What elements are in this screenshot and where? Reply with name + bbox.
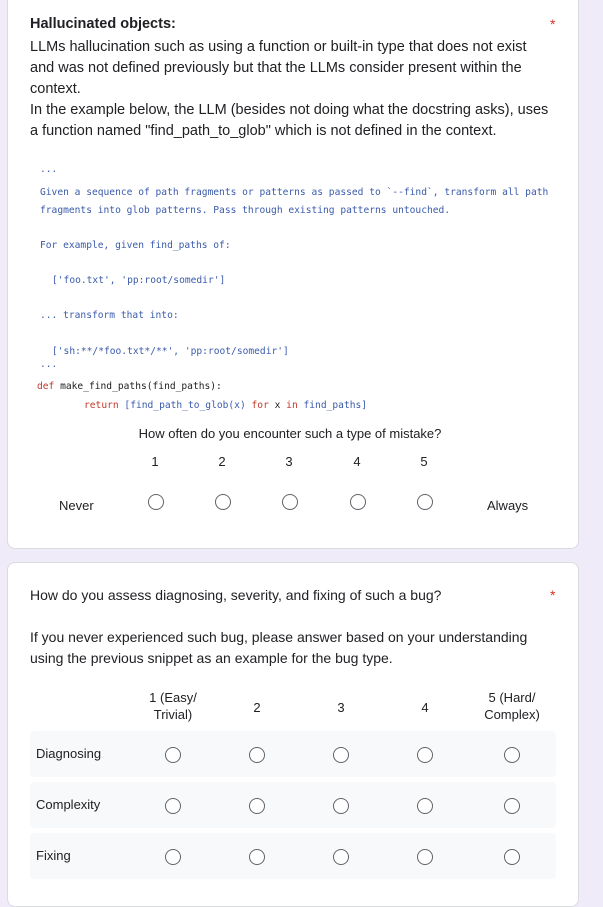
docstring-open: ... — [40, 164, 58, 175]
code-text: make_find_paths(find_paths): — [54, 381, 222, 392]
note-line: using the previous snippet as an example for the bug type. — [30, 650, 393, 666]
scale-number: 3 — [285, 454, 293, 469]
column-header-text: 5 (Hard/ — [488, 690, 536, 705]
fixing-radio-4[interactable] — [417, 849, 433, 865]
question-card-assessment — [7, 562, 579, 907]
grid-row-complexity — [30, 782, 556, 828]
column-header-2 — [217, 699, 297, 716]
description-line: context. — [30, 81, 81, 97]
column-header-text: 2 — [253, 700, 261, 715]
docstring-line: fragments into glob patterns. Pass through existing patterns untouched. — [40, 205, 451, 216]
description-line: a function named "find_path_to_glob" which is not defined in the context. — [30, 123, 497, 139]
code-text: x — [268, 400, 287, 411]
frequency-radio-1[interactable] — [148, 494, 164, 510]
fixing-radio-1[interactable] — [165, 849, 181, 865]
question-description — [30, 37, 560, 142]
question-title: How do you assess diagnosing, severity, and fixing of such a bug? — [30, 587, 442, 603]
description-line: In the example below, the LLM (besides not doing what the docstring asks), uses — [30, 102, 549, 118]
docstring-close: ... — [40, 359, 58, 370]
column-header-text: 4 — [421, 700, 429, 715]
complexity-radio-3[interactable] — [333, 798, 349, 814]
fixing-radio-3[interactable] — [333, 849, 349, 865]
description-line: and was not defined previously but that the LLMs consider present within the — [30, 60, 522, 76]
diagnosing-radio-5[interactable] — [504, 747, 520, 763]
question-card-hallucinated-objects — [7, 0, 579, 549]
complexity-radio-5[interactable] — [504, 798, 520, 814]
keyword-in: in — [286, 400, 298, 411]
column-header-text: 3 — [337, 700, 345, 715]
column-header-text: 1 (Easy/ — [149, 690, 197, 705]
column-header-1 — [133, 689, 213, 723]
scale-number: 1 — [151, 454, 159, 469]
diagnosing-radio-2[interactable] — [249, 747, 265, 763]
frequency-radio-4[interactable] — [350, 494, 366, 510]
frequency-radio-2[interactable] — [215, 494, 231, 510]
docstring-line: Given a sequence of path fragments or patterns as passed to `--find`, transform all path — [40, 187, 549, 198]
frequency-radio-5[interactable] — [417, 494, 433, 510]
docstring-line: ['sh:**/*foo.txt*/**', 'pp:root/somedir'] — [52, 346, 289, 357]
diagnosing-radio-3[interactable] — [333, 747, 349, 763]
code-text: find_paths] — [297, 400, 368, 411]
scale-number: 2 — [218, 454, 226, 469]
row-label: Fixing — [36, 848, 71, 863]
code-text: [find_path_to_glob(x) — [118, 400, 252, 411]
column-header-3 — [301, 699, 381, 716]
keyword-return: return — [84, 400, 119, 411]
column-header-text: Complex) — [484, 707, 540, 722]
complexity-radio-4[interactable] — [417, 798, 433, 814]
diagnosing-radio-1[interactable] — [165, 747, 181, 763]
column-header-text: Trivial) — [153, 707, 193, 722]
complexity-radio-2[interactable] — [249, 798, 265, 814]
question-note — [30, 627, 560, 669]
scale-number: 5 — [420, 454, 428, 469]
scale-low-label: Never — [59, 498, 94, 513]
code-return-line — [84, 400, 367, 411]
frequency-radio-3[interactable] — [282, 494, 298, 510]
complexity-radio-1[interactable] — [165, 798, 181, 814]
diagnosing-radio-4[interactable] — [417, 747, 433, 763]
fixing-radio-2[interactable] — [249, 849, 265, 865]
question-title: Hallucinated objects: — [30, 16, 176, 32]
docstring-line: For example, given find_paths of: — [40, 240, 231, 251]
column-header-5 — [472, 689, 552, 723]
row-label: Complexity — [36, 797, 101, 812]
required-marker: * — [550, 16, 556, 32]
keyword-def: def — [37, 381, 55, 392]
description-line: LLMs hallucination such as using a function or built-in type that does not exist — [30, 39, 527, 55]
code-def-line — [37, 381, 222, 392]
scale-high-label: Always — [487, 498, 529, 513]
grid-row-fixing — [30, 833, 556, 879]
keyword-for: for — [251, 400, 269, 411]
note-line: If you never experienced such bug, please answer based on your understanding — [30, 629, 528, 645]
required-marker: * — [550, 587, 556, 603]
scale-question: How often do you encounter such a type of mistake? — [138, 426, 442, 441]
scale-number: 4 — [353, 454, 361, 469]
row-label: Diagnosing — [36, 746, 102, 761]
grid-row-diagnosing — [30, 731, 556, 777]
docstring-line: ... transform that into: — [40, 310, 179, 321]
column-header-4 — [385, 699, 465, 716]
docstring-line: ['foo.txt', 'pp:root/somedir'] — [52, 275, 226, 286]
fixing-radio-5[interactable] — [504, 849, 520, 865]
